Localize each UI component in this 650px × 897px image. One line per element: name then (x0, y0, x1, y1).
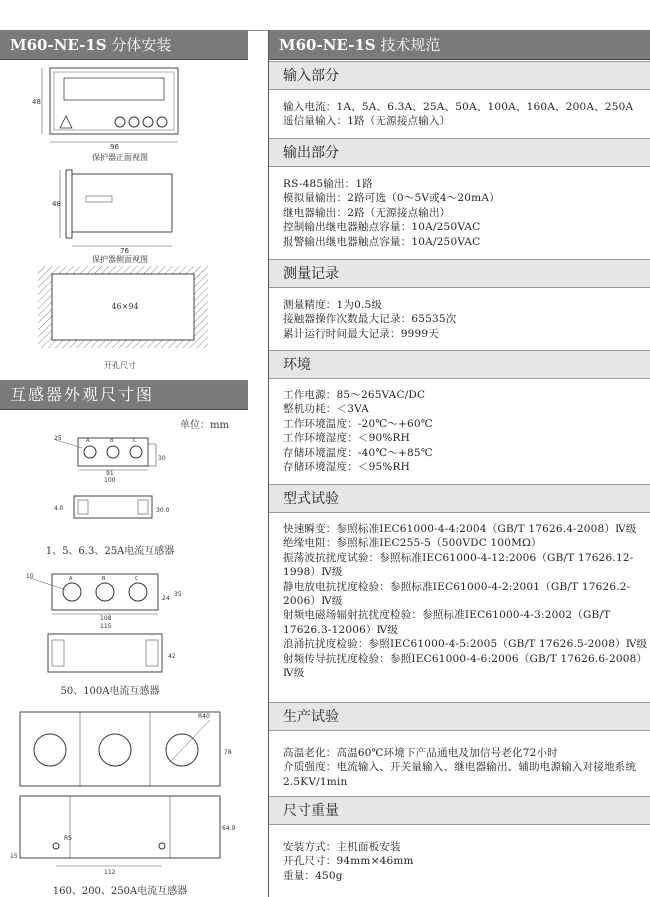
section-output-title: 输出部分 (269, 138, 650, 167)
spec-line: 模拟量输出：2路可选（0～5V或4～20mA） (283, 192, 500, 205)
install-title (0, 30, 248, 60)
spec-line: RS-485输出：1路 (283, 178, 373, 190)
ct-medium-caption: 50、100A电流互感器 (60, 686, 160, 697)
left-column (0, 0, 248, 897)
front-view-drawing (30, 62, 200, 154)
front-width-dim: 96 (110, 143, 119, 151)
ct-large-dim-5: R5 (64, 835, 72, 842)
ct-medium-dim-2: 24 (162, 595, 170, 602)
spec-line: 接触器操作次数最大记录：65535次 (283, 313, 457, 326)
spec-line: 重量：450g (283, 869, 343, 882)
spec-line: 安装方式：主机面板安装 (283, 841, 401, 853)
side-depth-dim: 76 (120, 247, 129, 255)
section-type-test-title: 型式试验 (269, 484, 650, 513)
ct-small-dim-4: 100 (104, 477, 116, 484)
svg-text:A: A (86, 438, 90, 444)
spec-line: 工作环境温度：-20℃～+60℃ (283, 417, 433, 430)
front-view-caption: 保护器正面视图 (92, 153, 148, 162)
spec-title-text: 技术规范 (380, 36, 441, 54)
ct-large-caption: 160、200、250A电流互感器 (52, 886, 188, 897)
ct-large-dim-4: 112 (104, 869, 116, 876)
ct-small-dim-6: 30.0 (156, 507, 170, 514)
ct-large-dim-3: 64.9 (222, 825, 236, 832)
spec-line: 射频电磁场辐射抗扰度检验：参照标准IEC61000-4-3:2002（GB/T 17626.3-12006）Ⅳ级 (283, 609, 611, 636)
spec-line: 存储环境湿度：＜95%RH (283, 461, 410, 474)
spec-line: 存储环境温度：-40℃～+85℃ (283, 446, 433, 459)
spec-line: 控制输出继电器触点容量：10A/250VAC (283, 221, 481, 234)
section-type-test-body (283, 522, 648, 680)
spec-line: 工作环境湿度：＜90%RH (283, 432, 410, 445)
spec-line: 振荡波抗扰度试验：参照标准IEC61000-4-12:2006（GB/T 17626.12-1998）Ⅳ级 (283, 551, 634, 579)
section-output-body (283, 177, 645, 249)
ct-small-dim-1: 25 (54, 435, 62, 442)
section-size-weight-body (283, 840, 645, 883)
ct-medium-dim-5: 115 (100, 623, 112, 630)
section-environment-title: 环境 (269, 350, 650, 379)
spec-line: 开孔尺寸：94mm×46mm (283, 855, 414, 868)
section-record-body (283, 298, 645, 341)
ct-medium-drawing (22, 566, 192, 682)
ct-small-dim-5: 4.0 (54, 505, 64, 512)
spec-line: 继电器输出：2路（无源接点输出） (283, 206, 451, 219)
front-height-dim: 48 (32, 98, 41, 106)
ct-medium-dim-3: 35 (174, 591, 182, 598)
ct-medium-dim-4: 108 (100, 615, 112, 622)
svg-text:B: B (110, 438, 114, 444)
spec-line: 浪涌抗扰度检验：参照IEC61000-4-5:2005（GB/T 17626.5-2008）Ⅳ级 (283, 638, 648, 651)
spec-line: 累计运行时间最大记录：9999天 (283, 327, 439, 340)
side-view-caption: 保护器侧面视图 (92, 255, 148, 264)
section-production-test-body (283, 746, 645, 789)
spec-line: 射频传导抗扰度检验：参照IEC61000-4-6:2006（GB/T 17626.6-2008）Ⅳ级 (283, 652, 642, 680)
ct-large-drawing (10, 704, 240, 876)
unit-label: 单位：mm (180, 420, 229, 431)
spec-line: 绝缘电阻：参照标准IEC255-5（500VDC 100MΩ） (283, 537, 542, 550)
ct-large-dim-1: R40 (198, 713, 210, 720)
spec-line: 工作电源：85～265VAC/DC (283, 389, 426, 401)
spec-title (269, 30, 650, 60)
spec-line: 整机功耗：＜3VA (283, 403, 369, 416)
svg-text:A: A (69, 576, 73, 582)
spec-line: 介质强度：电流输入、开关量输入、继电器输出、辅助电源输入对接地系统2.5KV/1min (283, 761, 637, 788)
install-title-text: 分体安装 (111, 36, 172, 54)
svg-text:C: C (133, 438, 137, 444)
spec-line: 测量精度：1为0.5级 (283, 299, 383, 311)
section-size-weight-title: 尺寸重量 (269, 796, 650, 825)
cutout-size-label: 46×94 (111, 302, 139, 311)
ct-medium-dim-6: 42 (168, 653, 176, 660)
side-height-dim: 48 (52, 200, 61, 208)
right-column (268, 30, 650, 897)
spec-line: 快速瞬变：参照标准IEC61000-4-4:2004（GB/T 17626.4-2008）Ⅳ级 (283, 523, 637, 535)
spec-line: 输入电流：1A、5A、6.3A、25A、50A、100A、160A、200A、250A (283, 101, 634, 113)
svg-text:B: B (102, 576, 106, 582)
section-production-test-title: 生产试验 (269, 702, 650, 731)
ct-small-dim-2: 30 (158, 455, 166, 462)
svg-text:C: C (135, 576, 139, 582)
ct-small-dim-3: 91 (106, 470, 114, 477)
cutout-caption: 开孔尺寸 (104, 361, 136, 370)
ct-small-drawing (52, 430, 172, 530)
spec-line: 高温老化：高温60℃环境下产品通电及加信号老化72小时 (283, 747, 558, 759)
install-title-model: M60-NE-1S (10, 36, 107, 54)
spec-title-model: M60-NE-1S (279, 36, 376, 54)
ct-medium-dim-1: 10 (26, 573, 34, 580)
ct-large-dim-2: 78 (224, 749, 232, 756)
side-view-drawing (52, 166, 182, 256)
ct-small-caption: 1、5、6.3、25A电流互感器 (45, 546, 175, 557)
spec-line: 报警输出继电器触点容量：10A/250VAC (283, 235, 481, 248)
spec-line: 静电放电抗扰度检验：参照标准IEC61000-4-2:2001（GB/T 17626.2-2006）Ⅳ级 (283, 580, 631, 608)
ct-large-dim-6: 15 (10, 853, 18, 860)
section-environment-body (283, 388, 645, 474)
section-input-title: 输入部分 (269, 61, 650, 90)
section-record-title: 测量记录 (269, 259, 650, 288)
spec-line: 遥信量输入：1路（无源接点输入） (283, 115, 451, 128)
section-input-body (283, 100, 645, 129)
ct-title: 互感器外观尺寸图 (0, 380, 248, 410)
